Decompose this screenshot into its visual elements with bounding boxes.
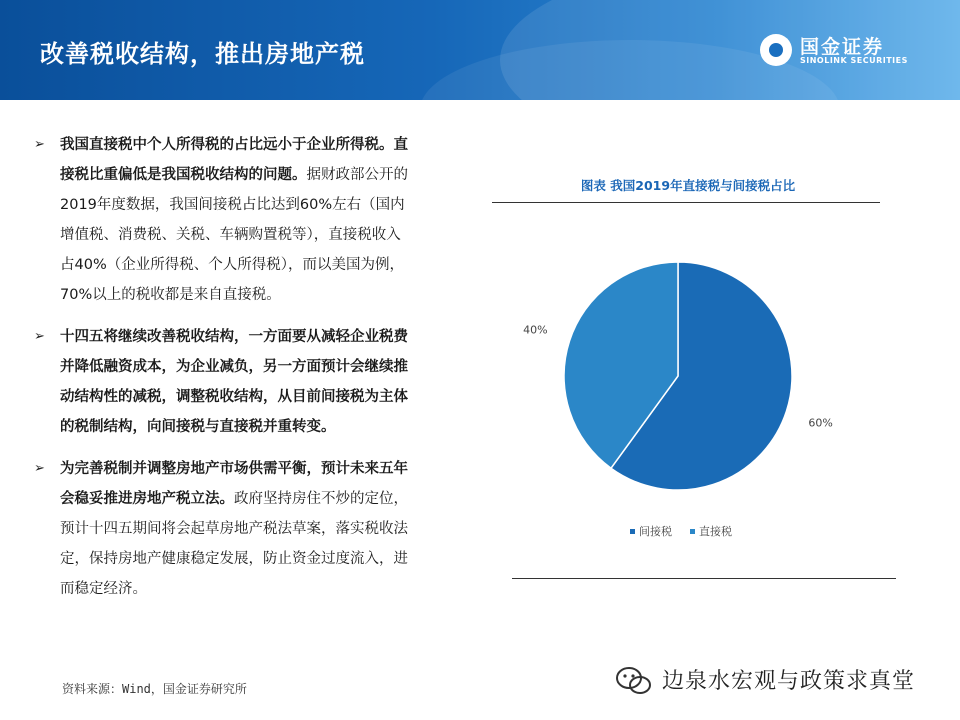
logo-mark-icon <box>760 34 792 66</box>
legend-label: 直接税 <box>699 525 732 538</box>
bullet-bold-text: 十四五将继续改善税收结构，一方面要从减轻企业税费并降低融资成本，为企业减负，另一方面预计会继续推动结构性的减税，调整税收结构，从目前间接税为主体的税制结构，向间接税与直接税并重转变。 <box>60 329 408 435</box>
legend-label: 间接税 <box>639 525 672 538</box>
company-logo <box>760 30 930 70</box>
source-note: 资料来源：Wind，国金证券研究所 <box>62 682 247 696</box>
chart-bottom-rule <box>512 578 896 579</box>
chart-title: 图表 我国2019年直接税与间接税占比 <box>580 178 796 193</box>
wechat-icon <box>616 666 652 696</box>
bullet-bold-text: 为完善税制并调整房地产市场供需平衡，预计未来五年会稳妥推进房地产税立法。 <box>60 461 408 507</box>
header-banner <box>0 0 960 100</box>
bullet-list <box>34 130 414 616</box>
arrow-bullet-icon: ➢ <box>34 461 45 476</box>
legend-swatch <box>690 529 695 534</box>
arrow-bullet-icon: ➢ <box>34 329 45 344</box>
bullet-normal-text: 据财政部公开的2019年度数据，我国间接税占比达到60%左右（国内增值税、消费税、关税、车辆购置税等），直接税收入占40%（企业所得税、个人所得税），而以美国为例，70%以上的税收都是来自直接税。 <box>60 167 408 303</box>
arrow-bullet-icon: ➢ <box>34 137 45 152</box>
watermark-text: 边泉水宏观与政策求真堂 <box>662 669 916 694</box>
legend-swatch <box>630 529 635 534</box>
logo-name-cn: 国金证券 <box>800 36 885 58</box>
page-title: 改善税收结构，推出房地产税 <box>40 40 365 68</box>
bullet-item <box>34 454 414 604</box>
pie-chart <box>492 206 884 556</box>
chart-top-rule <box>492 202 880 203</box>
pie-data-label: 40% <box>523 323 548 337</box>
bullet-bold-text: 我国直接税中个人所得税的占比远小于企业所得税。直接税比重偏低是我国税收结构的问题。 <box>60 137 408 183</box>
bullet-item <box>34 130 414 310</box>
wechat-watermark <box>616 664 946 698</box>
bullet-item <box>34 322 414 442</box>
pie-data-label: 60% <box>808 416 833 430</box>
logo-name-en: SINOLINK SECURITIES <box>800 56 908 65</box>
bullet-normal-text: 政府坚持房住不炒的定位，预计十四五期间将会起草房地产税法草案，落实税收法定，保持房地产健康稳定发展，防止资金过度流入，进而稳定经济。 <box>60 491 408 597</box>
